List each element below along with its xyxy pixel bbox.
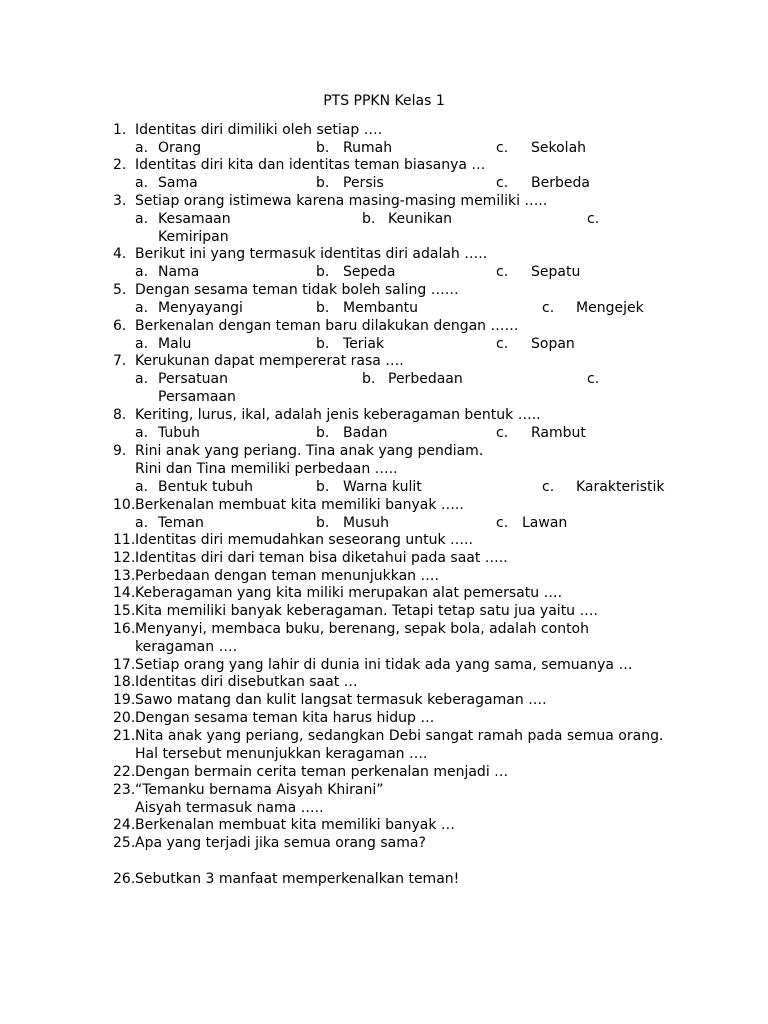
option-text: Persis (343, 174, 384, 191)
option-text: Musuh (343, 514, 389, 531)
question-text: Setiap orang istimewa karena masing-masing memiliki ….. (135, 193, 548, 209)
option-label: b. (362, 370, 376, 387)
option-text: Kemiripan (158, 228, 229, 245)
question-text: Identitas diri dimiliki oleh setiap …. (135, 122, 383, 138)
option-text: Teriak (343, 335, 385, 352)
option-label: a. (135, 139, 149, 156)
question-number: 4. (113, 246, 127, 262)
question-text: Rini anak yang periang. Tina anak yang pendiam. (135, 443, 484, 459)
option-label: c. (496, 139, 509, 156)
question-number: 13. (113, 568, 136, 584)
question-text: Identitas diri kita dan identitas teman biasanya … (135, 157, 486, 173)
question-text: Dengan sesama teman tidak boleh saling …… (135, 282, 459, 298)
question-text: Nita anak yang periang, sedangkan Debi sangat ramah pada semua orang. (135, 728, 664, 744)
question-text-continued: Aisyah termasuk nama ….. (135, 799, 324, 816)
question-number: 9. (113, 443, 127, 459)
option-text: Membantu (343, 299, 419, 316)
question-text: Apa yang terjadi jika semua orang sama? (135, 835, 426, 851)
page-title: PTS PPKN Kelas 1 (323, 93, 445, 109)
question-text: Sebutkan 3 manfaat memperkenalkan teman! (135, 871, 460, 887)
question-number: 2. (113, 157, 127, 173)
option-label: c. (542, 478, 555, 495)
question-text: Berkenalan membuat kita memiliki banyak … (135, 817, 455, 833)
option-text: Rumah (343, 139, 393, 156)
option-label: c. (496, 335, 509, 352)
option-label: a. (135, 210, 149, 227)
option-text: Menyayangi (158, 299, 243, 316)
option-text: Sepeda (343, 263, 396, 280)
question-number: 24. (113, 817, 136, 833)
question-text: Identitas diri disebutkan saat … (135, 674, 358, 690)
option-text: Sekolah (531, 139, 587, 156)
option-text: Sama (158, 174, 198, 191)
question-number: 21. (113, 728, 136, 744)
option-text: Orang (158, 139, 202, 156)
option-label: c. (587, 210, 600, 227)
question-text: Identitas diri dari teman bisa diketahui pada saat ….. (135, 550, 508, 566)
question-number: 8. (113, 407, 127, 423)
option-text: Teman (158, 514, 204, 531)
option-label: b. (316, 263, 330, 280)
option-text: Nama (158, 263, 200, 280)
option-text: Sepatu (531, 263, 581, 280)
option-label: c. (496, 174, 509, 191)
option-label: b. (362, 210, 376, 227)
question-number: 12. (113, 550, 136, 566)
option-label: a. (135, 335, 149, 352)
option-label: a. (135, 299, 149, 316)
question-number: 6. (113, 318, 127, 334)
question-text-continued: Hal tersebut menunjukkan keragaman …. (135, 745, 428, 762)
question-number: 16. (113, 621, 136, 637)
question-number: 11. (113, 532, 136, 548)
option-label: c. (542, 299, 555, 316)
question-number: 26. (113, 871, 136, 887)
option-label: b. (316, 139, 330, 156)
question-number: 22. (113, 764, 136, 780)
question-text: Menyanyi, membaca buku, berenang, sepak bola, adalah contoh (135, 621, 589, 637)
question-number: 3. (113, 193, 127, 209)
question-number: 17. (113, 657, 136, 673)
question-number: 25. (113, 835, 136, 851)
question-text: Dengan bermain cerita teman perkenalan menjadi … (135, 764, 509, 780)
question-number: 5. (113, 282, 127, 298)
question-text: Keberagaman yang kita miliki merupakan alat pemersatu …. (135, 585, 563, 601)
option-text: Mengejek (576, 299, 644, 316)
option-label: a. (135, 478, 149, 495)
option-text: Keunikan (388, 210, 453, 227)
option-label: a. (135, 424, 149, 441)
question-text: Setiap orang yang lahir di dunia ini tidak ada yang sama, semuanya … (135, 657, 633, 673)
question-text: “Temanku bernama Aisyah Khirani” (135, 782, 384, 798)
option-text: Persatuan (158, 370, 228, 387)
option-label: a. (135, 514, 149, 531)
option-label: a. (135, 370, 149, 387)
option-text: Persamaan (158, 388, 236, 405)
question-number: 14. (113, 585, 136, 601)
option-text: Berbeda (531, 174, 590, 191)
question-text: Kita memiliki banyak keberagaman. Tetapi tetap satu jua yaitu …. (135, 603, 598, 619)
question-number: 7. (113, 353, 127, 369)
option-text: Bentuk tubuh (158, 478, 254, 495)
option-text: Perbedaan (388, 370, 463, 387)
question-text: Dengan sesama teman kita harus hidup … (135, 710, 435, 726)
option-text: Rambut (531, 424, 586, 441)
option-label: b. (316, 424, 330, 441)
option-label: b. (316, 299, 330, 316)
option-text: Sopan (531, 335, 575, 352)
question-number: 18. (113, 674, 136, 690)
question-number: 19. (113, 692, 136, 708)
question-text-continued: keragaman …. (135, 638, 238, 655)
question-text: Perbedaan dengan teman menunjukkan …. (135, 568, 439, 584)
question-number: 23. (113, 782, 136, 798)
option-label: c. (587, 370, 600, 387)
option-text: Warna kulit (343, 478, 422, 495)
option-label: a. (135, 174, 149, 191)
option-label: b. (316, 478, 330, 495)
question-number: 15. (113, 603, 136, 619)
option-label: b. (316, 335, 330, 352)
option-label: b. (316, 174, 330, 191)
question-text-continued: Rini dan Tina memiliki perbedaan ….. (135, 460, 398, 477)
option-label: b. (316, 514, 330, 531)
option-label: c. (496, 424, 509, 441)
question-number: 1. (113, 122, 127, 138)
question-number: 10. (113, 497, 136, 513)
option-text: Badan (343, 424, 388, 441)
question-text: Berikut ini yang termasuk identitas diri adalah ….. (135, 246, 488, 262)
question-text: Sawo matang dan kulit langsat termasuk keberagaman …. (135, 692, 547, 708)
option-text: Lawan (522, 514, 568, 531)
option-label: c. (496, 514, 509, 531)
question-text: Kerukunan dapat mempererat rasa …. (135, 353, 404, 369)
question-text: Berkenalan dengan teman baru dilakukan dengan …… (135, 318, 519, 334)
question-text: Berkenalan membuat kita memiliki banyak ….. (135, 497, 464, 513)
option-text: Malu (158, 335, 192, 352)
option-label: c. (496, 263, 509, 280)
question-text: Identitas diri memudahkan seseorang untuk ….. (135, 532, 473, 548)
option-label: a. (135, 263, 149, 280)
option-text: Karakteristik (576, 478, 665, 495)
question-text: Keriting, lurus, ikal, adalah jenis keberagaman bentuk ….. (135, 407, 541, 423)
option-text: Tubuh (158, 424, 200, 441)
option-text: Kesamaan (158, 210, 231, 227)
question-number: 20. (113, 710, 136, 726)
